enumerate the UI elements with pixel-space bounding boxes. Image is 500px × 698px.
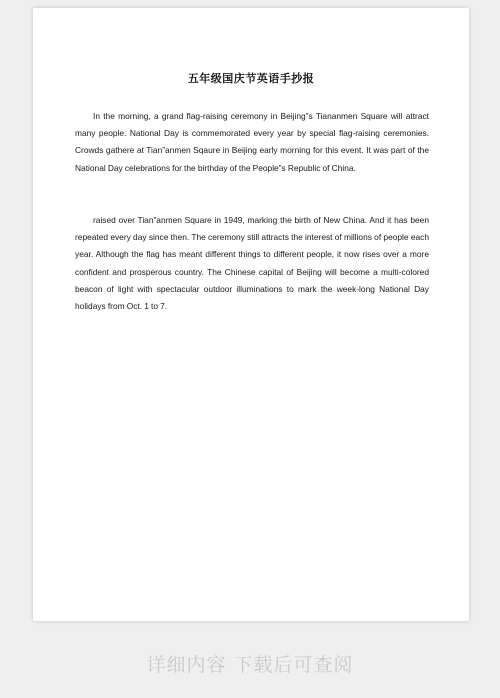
document-title: 五年级国庆节英语手抄报 (187, 72, 315, 85)
paragraph-1: In the morning, a grand flag-raising ceremony in Beijing”s Tiananmen Square will attract many people. National Day is commemorated every year by special flag-raising ceremonies. Crowds gathere at Tian”anmen Sqaure in Beijing early morning for this event. It was part of the National Day celebrations for the birthday of the People”s Republic of China. (75, 111, 429, 173)
document-page (33, 8, 469, 621)
download-prompt[interactable]: 详细内容 下载后可查阅 (146, 654, 354, 676)
paragraph-2: raised over Tian”anmen Square in 1949, marking the birth of New China. And it has been repeated every day since then. The ceremony still attracts the interest of millions of people each year. Although the flag has meant different things to different people, it now rises over a more confident and prosperous country. The Chinese capital of Beijing will become a multi-colored beacon of light with spectacular outdoor illuminations to mark the week-long National Day holidays from Oct. 1 to 7. (75, 215, 429, 312)
